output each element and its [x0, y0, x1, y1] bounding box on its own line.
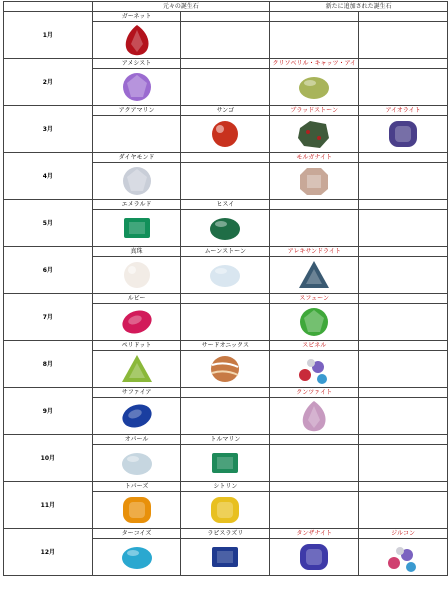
month-label: 8月 [4, 341, 93, 388]
month-label: 6月 [4, 247, 93, 294]
stone-name-row [4, 529, 448, 539]
ruby-gem-icon [117, 304, 157, 340]
stone-image-cell [181, 257, 270, 294]
stone-name [270, 435, 359, 445]
stone-name-row [4, 106, 448, 116]
stone-image-cell [181, 351, 270, 388]
diamond-gem-icon [117, 163, 157, 199]
stone-image-cell [270, 351, 359, 388]
stone-image-cell [359, 539, 448, 576]
month-label: 10月 [4, 435, 93, 482]
month-label: 4月 [4, 153, 93, 200]
topaz-gem-icon [117, 492, 157, 528]
stone-image-cell [270, 163, 359, 200]
stone-name: アメシスト [92, 59, 181, 69]
stone-image-cell [270, 539, 359, 576]
stone-name [270, 200, 359, 210]
month-label: 3月 [4, 106, 93, 153]
stone-image-cell [181, 69, 270, 106]
stone-name [359, 12, 448, 22]
emerald-gem-icon [117, 210, 157, 246]
stone-name-row [4, 341, 448, 351]
month-label: 5月 [4, 200, 93, 247]
month-label: 9月 [4, 388, 93, 435]
stone-name: ジルコン [359, 529, 448, 539]
stone-image-cell [181, 116, 270, 153]
stone-name-row [4, 294, 448, 304]
stone-name [181, 59, 270, 69]
stone-name [359, 482, 448, 492]
coral-gem-icon [205, 116, 245, 152]
stone-name: サンゴ [181, 106, 270, 116]
stone-image-cell [92, 22, 181, 59]
stone-image-cell [92, 69, 181, 106]
stone-image-cell [270, 398, 359, 435]
bloodstone-gem-icon [294, 116, 334, 152]
stone-name-row [4, 247, 448, 257]
stone-name: ムーンストーン [181, 247, 270, 257]
stone-image-cell [92, 398, 181, 435]
stone-name [359, 294, 448, 304]
stone-image-cell [359, 351, 448, 388]
jade-gem-icon [205, 210, 245, 246]
stone-name-row [4, 200, 448, 210]
stone-name [181, 12, 270, 22]
stone-name-row [4, 153, 448, 163]
header-original: 元々の誕生石 [92, 2, 270, 12]
stone-image-cell [92, 304, 181, 341]
stone-name: 真珠 [92, 247, 181, 257]
stone-name [181, 294, 270, 304]
stone-image-cell [92, 163, 181, 200]
stone-name-row [4, 435, 448, 445]
stone-image-cell [181, 163, 270, 200]
stone-image-cell [359, 210, 448, 247]
stone-name: トパーズ [92, 482, 181, 492]
turquoise-gem-icon [117, 539, 157, 575]
stone-image-cell [270, 116, 359, 153]
stone-name [359, 200, 448, 210]
stone-image-cell [359, 492, 448, 529]
month-label: 1月 [4, 12, 93, 59]
tanzanite-gem-icon [294, 539, 334, 575]
stone-name [359, 59, 448, 69]
stone-name: ヒスイ [181, 200, 270, 210]
sardonyx-gem-icon [205, 351, 245, 387]
tourmaline-gem-icon [205, 445, 245, 481]
stone-image-cell [92, 257, 181, 294]
stone-name: アクアマリン [92, 106, 181, 116]
stone-name: クンツァイト [270, 388, 359, 398]
garnet-gem-icon [117, 22, 157, 58]
stone-name-row [4, 59, 448, 69]
stone-image-cell [270, 210, 359, 247]
stone-name [270, 12, 359, 22]
stone-name [359, 435, 448, 445]
stone-image-cell [270, 69, 359, 106]
stone-name: シトリン [181, 482, 270, 492]
stone-name [181, 388, 270, 398]
header-row [4, 2, 448, 12]
stone-image-cell [92, 116, 181, 153]
stone-image-cell [181, 445, 270, 482]
stone-name [270, 482, 359, 492]
stone-image-cell [270, 257, 359, 294]
stone-image-cell [359, 257, 448, 294]
stone-name: エメラルド [92, 200, 181, 210]
stone-image-cell [92, 210, 181, 247]
stone-image-cell [359, 69, 448, 106]
stone-name: アレキサンドライト [270, 247, 359, 257]
stone-image-cell [92, 351, 181, 388]
stone-name [359, 153, 448, 163]
stone-name [359, 388, 448, 398]
stone-image-cell [181, 539, 270, 576]
stone-name: アイオライト [359, 106, 448, 116]
stone-image-cell [181, 22, 270, 59]
stone-name [359, 247, 448, 257]
stone-image-cell [181, 304, 270, 341]
stone-image-cell [359, 398, 448, 435]
stone-name: オパール [92, 435, 181, 445]
stone-name: ガーネット [92, 12, 181, 22]
header-blank [4, 2, 93, 12]
opal-gem-icon [117, 445, 157, 481]
stone-image-cell [181, 492, 270, 529]
month-label: 7月 [4, 294, 93, 341]
stone-name-row [4, 388, 448, 398]
stone-name: スフェーン [270, 294, 359, 304]
stone-name: サファイア [92, 388, 181, 398]
stone-name: クリソベリル・キャッツ・アイ [270, 59, 359, 69]
amethyst-gem-icon [117, 69, 157, 105]
stone-image-cell [181, 398, 270, 435]
stone-image-cell [92, 539, 181, 576]
lapis-gem-icon [205, 539, 245, 575]
iolite-gem-icon [383, 116, 423, 152]
stone-name: モルガナイト [270, 153, 359, 163]
citrine-gem-icon [205, 492, 245, 528]
month-label: 2月 [4, 59, 93, 106]
pearl-gem-icon [117, 257, 157, 293]
sphene-gem-icon [294, 304, 334, 340]
zircon-gem-icon [383, 539, 423, 575]
peridot-gem-icon [117, 351, 157, 387]
stone-name [181, 153, 270, 163]
stone-image-cell [270, 22, 359, 59]
stone-name [359, 341, 448, 351]
stone-image-cell [359, 22, 448, 59]
stone-name: ダイヤモンド [92, 153, 181, 163]
chrysoberyl-gem-icon [294, 69, 334, 105]
moonstone-gem-icon [205, 257, 245, 293]
stone-name: ラピスラズリ [181, 529, 270, 539]
stone-image-cell [270, 492, 359, 529]
month-label: 11月 [4, 482, 93, 529]
stone-name: スピネル [270, 341, 359, 351]
spinel-gem-icon [294, 351, 334, 387]
birthstone-table [3, 1, 448, 576]
kunzite-gem-icon [294, 398, 334, 434]
stone-image-cell [270, 445, 359, 482]
morganite-gem-icon [294, 163, 334, 199]
stone-image-cell [92, 492, 181, 529]
stone-image-cell [359, 163, 448, 200]
stone-image-cell [359, 304, 448, 341]
stone-image-cell [359, 445, 448, 482]
stone-name: ルビー [92, 294, 181, 304]
stone-name: ターコイズ [92, 529, 181, 539]
stone-name-row [4, 12, 448, 22]
stone-name: タンザナイト [270, 529, 359, 539]
stone-image-cell [359, 116, 448, 153]
header-added: 新たに追加された誕生石 [270, 2, 448, 12]
sapphire-gem-icon [117, 398, 157, 434]
stone-name: ブラッドストーン [270, 106, 359, 116]
stone-name: トルマリン [181, 435, 270, 445]
stone-image-cell [181, 210, 270, 247]
alexandrite-gem-icon [294, 257, 334, 293]
stone-image-cell [270, 304, 359, 341]
stone-name: サードオニックス [181, 341, 270, 351]
month-label: 12月 [4, 529, 93, 576]
stone-name: ペリドット [92, 341, 181, 351]
stone-image-cell [92, 445, 181, 482]
stone-name-row [4, 482, 448, 492]
